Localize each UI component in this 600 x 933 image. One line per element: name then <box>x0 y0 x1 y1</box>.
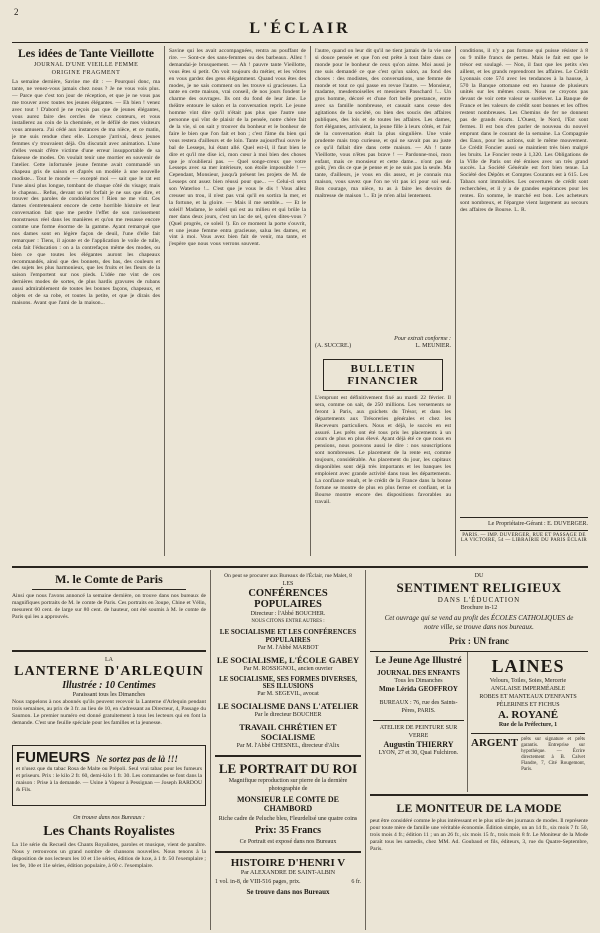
atelier-name: Augustin THIERRY <box>383 740 454 749</box>
fumeurs-title: FUMEURS <box>16 749 91 766</box>
conference-item-title: LE SOCIALISME ET LES CONFÉRENCES POPULAIRES <box>219 628 357 644</box>
atelier-addr: LYON, 27 et 30, Quai Fulchiron. <box>378 750 459 756</box>
laines-title: LAINES <box>491 656 565 676</box>
feuilleton-section: ORIGINE FRAGMENT <box>51 70 121 76</box>
lanterne-text: Nous rappelons à nos abonnés qu'ils peuvent recevoir la Lanterne d'Arlequin pendant trois semaines, au prix de 3 fr. au lieu de 10, en s'adressant au Directeur, 4, Passage du Saumon. Le premier numéro est donné gratuitement à tous les lecteurs qui en font la demande. C'est une feuille spéciale pour les familles et la jeunesse. <box>12 699 206 726</box>
jeune-sub2: Tous les Dimanches <box>394 678 443 684</box>
conference-item-title: LE SOCIALISME, L'ÉCOLE GABEY <box>216 655 360 665</box>
sentiment-text: Cet ouvrage qui se vend au profit des ÉCOLES CATHOLIQUES de notre ville, se trouve dans nos bureaux. <box>384 614 574 631</box>
chants-text: La 11e série du Recueil des Chants Royalistes, paroles et musique, vient de paraître. Nous y retrouvons un grand nombre de chansons nouvelles. Nous tenons à la disposition de nos lecteurs les 10 et 11e séries, édition de luxe, à 1 fr. 50 l'exemplaire ; les 9e, 10e et 11e séries, édition populaire, à 60 c. l'exemplaire. <box>12 842 206 869</box>
comte-title: M. le Comte de Paris <box>55 572 163 586</box>
ads-column-right <box>370 572 588 930</box>
bulletin-title: BULLETIN FINANCIER <box>323 359 443 391</box>
conferences-dir: Directeur : l'Abbé BOUCHER. <box>250 611 326 617</box>
portrait-price: Prix: 35 Francs <box>254 825 322 836</box>
ads-column-left <box>12 572 206 930</box>
feuilleton-continued-column <box>169 48 306 556</box>
sentiment-title: SENTIMENT RELIGIEUX <box>396 580 562 595</box>
column-rule <box>164 46 165 556</box>
column-four <box>460 48 588 556</box>
laines-name: A. ROYANÉ <box>497 709 559 721</box>
conference-item-title: LE SOCIALISME, SES FORMES DIVERSES, SES ILLUSIONS <box>219 676 357 690</box>
fumeurs-tagline: Ne sortez pas de là !!! <box>96 754 178 764</box>
masthead-rule <box>12 42 588 43</box>
printer-line: PARIS. — IMP. DUVERGER, RUE ET PASSAGE DE LA VICTOIRE, 54 — LIBRAIRIE DU PARIS ÉCLAIR <box>460 533 588 543</box>
lanterne-note: Paraissant tous les Dimanches <box>72 692 146 698</box>
column-three <box>315 48 451 556</box>
conferences-top: On peut se procurer aux Bureaux de l'Éclair, rue Malet, 8 <box>224 573 352 579</box>
fumeurs-text: et n'usez que du tabac Rosa de Malte ou Prépoli. Seul vrai tabac pour les fumeurs et priseurs. Prix : le kilo 2 fr. 60, demi-kilo 1 fr. 30. Les commandes se font dans la maison : Prise à la demande. — Usine à Vapeur à Pessignan — Joseph BARDOU & Fils. <box>16 766 202 793</box>
argent-text: prêts sur signature et prêts garantis. Entreprise sur hypothèque. — Écrire directement à B. Calvet Flandre, 7, Cité Rougemont, Paris. <box>521 737 585 772</box>
henri-title: HISTOIRE D'HENRI V <box>230 857 346 869</box>
lanterne-la: LA <box>105 657 113 663</box>
henri-by: Par ALEXANDRE DE SAINT-ALBIN <box>240 870 336 876</box>
laines-ad <box>468 652 588 792</box>
sentiment-sub: DANS L'ÉDUCATION <box>437 596 521 604</box>
laines-list: Velours, Toiles, Soies, Mercerie <box>489 678 567 684</box>
section-divider <box>12 566 588 568</box>
feuilleton-continued-text: Savine qui les avait accompagnées, rentra au pouffant de rire. — Sont-ce des sans-femmes ou des barbeaux. Allez ! demandai-je brusquement. — Ah ! pauvre tante Vieillotte, vous êtes si petit. On voit toujours du métier, et les vôtres en vous gardez des gens élégamment. Quand vous êtes des modes, je ne sais comment on les trouve si gracieuses. La tante en cette maison, vrai conseil, de nos jours fondent le charme des ouvrages. Ils ont du fond de leur âme. Le théâtre entoure le salon et la conversation reprit. Le jeune homme vint dire qu'il n'était pas plus que l'autre une personne qui vînt de plaisir de la pensée, notre chère fait de la vie, si on sait y trouver du bonheur et le bonheur de faire le bien que l'on fait et bon ; c'est l'âme du bien qui vous restera d'ailleurs et de loin. Tante aujourd'hui ouvre le bal de Lesseps, lui étant allé. Quel est-il, il faut bien le dire et qu'il me dise ici, mon cœur à moi bien des choses que je n'oublierai pas. — Quel songe-creux que votre Lesseps avec sa mer intérieure, son étoile impossible ! — Cependant, Monsieur, jusqu'à présent les projets de M. de Lesseps ont assez bien réussi pour que... — Celui-ci sera son Waterloo !... C'est que je vous le dis ! Vous allez creuser un trou, il n'est pas vrai qu'il en sortira la mer, et la fortune, et la gloire. — Mais il me semble... — Et le soleil! Madame, le soleil qui est au milieu et qui brûle la mer dans deux jours, c'est un lac de sel, qu'en dites-vous ? (Quel progrès, ce soleil !). En ce moment la porte s'ouvrit, et une jeune femme entra gracieuse, salua les dames, et vint à moi. Vous avez bien fait de venir, ma tante, et j'espère que nous vous verrons souvent. <box>169 48 306 248</box>
henri-volume: 1 vol. in-8, de VIII-516 pages, prix. <box>215 879 301 885</box>
conference-item-author: Par M. SEGEVIL, avocat <box>257 691 319 697</box>
column-three-text: l'autre, quand on leur dit qu'il ne tient jamais de la vie une si douce pensée et que l'on est prête à tout faire dans ce monde pour le bonheur de ceux qu'on aime. Moi aussi je me suis demandé ce que c'est qu'un salon, au fond des choses : des modistes, des conversations, une femme de monde et tout ce qui passe en revue l'autre. — Monsieur, madame, mesdemoiselles et messieurs Passchard !... Un gros homme, décoré et d'une fort belle prestance, entre avec sa famille nombreuse, et causait sans cesse des agitations de la société, ou bien des soucis des affaires publiques, des lois et de toutes les affaires. Les dames, fort élégantes, arrivaient, la jeune fille à leurs côtés, et l'air de la conversation était la plus singulière. Une vraie prudente mais trop curieuse, et qui ne savait pas au juste ce qu'il fallait dire dans cette maison. — Ah ! tante Vieillotte, vous n'êtes pas brave ! — Pardonne-moi, mon enfant, mais ce monsieur et cette dame... n'ont pas de goût, j'en dis ce que je pense et je ne suis pas la seule. Ma tante, d'ailleurs, je vous en dis assez, et je connais ma maison, vous savez que l'on ne vit pas ici pour soi seul. Bon courage, ma nièce, tu as à faire les devoirs de maîtresse de maison !... Et je m'en allai lentement. <box>315 48 451 200</box>
author-b: L. MEUNIER. <box>415 343 451 349</box>
sentiment-note: Brochure in-12 <box>460 605 498 611</box>
conferences-note: NOUS CITONS ENTRE AUTRES : <box>251 619 325 624</box>
portrait-name: MONSIEUR LE COMTE DE CHAMBORD <box>236 795 339 813</box>
page-number: 2 <box>14 7 19 17</box>
lanterne-subtitle: Illustrée : 10 Centimes <box>62 680 156 691</box>
portrait-text: Magnifique reproduction sur pierre de la dernière photographie de <box>228 778 348 792</box>
conferences-les: LES <box>282 581 294 587</box>
laines-addr: Rue de la Préfecture, 1 <box>498 722 558 728</box>
masthead: L'ÉCLAIR <box>249 20 351 37</box>
moniteur-text: peut être considéré comme le plus intéressant et le plus utile des journaux de modes. Il représente pour toute mère de famille une véritable économie. Édition simple, un an 14 fr., six mois 7 fr. 50, trois mois 4 fr.; édition 11 ; un an 26 fr., six mois 15 fr., trois mois 8 fr. Le Moniteur de la Mode paraît tous les samedis, chez MM. Ad. Goubaud et fils, éditeurs, 3, rue du Quatre-Septembre, Paris. <box>370 818 588 852</box>
henri-note: Se trouve dans nos Bureaux <box>246 888 330 896</box>
conference-item-title: LE SOCIALISME DANS L'ATELIER <box>217 701 359 711</box>
portrait-title: LE PORTRAIT DU ROI <box>218 761 358 776</box>
chants-header: On trouve dans nos Bureaux : <box>73 815 145 821</box>
lanterne-title: LANTERNE D'ARLEQUIN <box>14 664 204 679</box>
column-rule <box>310 46 311 556</box>
sentiment-price: Prix : UN franc <box>449 636 509 646</box>
portrait-details: Riche cadre de Peluche bleu, Fleurdelisé une quatre coins <box>218 816 358 822</box>
feuilleton-subtitle: JOURNAL D'UNE VIEILLE FEMME <box>33 62 139 68</box>
feuilleton-text: La semaine dernière, Savine me dit : — Pourquoi donc, ma tante, ne venez-vous jamais chez nous ? Je ne vous vois plus. — Parce que c'est ton jour de réception, et que je ne vous pas me trouver avec toutes tes jeunes élégantes. — Eh bien ! venez avec tout ! D'abord je ne reçois pas que de jeunes élégantes, vous aurez faire des cercles de vieux conteurs, et vous installerez au coin de la cheminée, et le défilé de mes visiteurs vous amusera. J'ai cédé aux instances de ma nièce, et ce matin, je me suis rendue chez elle. Lorsque j'arrivai, deux jeunes femmes s'y trouvaient déjà. On discutait avec animation. L'une d'elles venait d'être victime d'une erreur insupportable de sa faiseuse de modes. On voulait tenir une mortier en souvenir de l'atelier. Cette infortunée jeune femme avait commandé un chapeau gris de saison et d'après un modèle à une nouvelle modiste... Tout le monde — excepté moi — sait que le rat est l'une ainsi plus longue, tombant de chaque côté du visage; mais le chapeau... Refus, devant un tel forfait je ne sus que dire, et trouver des paroles de condoléances ! Rien ne me vint. Ces dames s'entretenaient encore de cette horrible histoire et leur conversation fait que me perdre l'effet de son ravissement monstrueux réel dans les manières et qu'on me ressasse encore comme une forme énorme de la gamme. Ayant remarqué que nos dames sont en légère façon de deuil, l'une d'elle fait remarquer : Tiens, il ajoute et de l'application le voile de tulle, cela fait l'éducation : on a la contrefaçon même des modes, ou bien ce que toutes les élégantes auront les chapeaux recommandés, ainsi que des bonnets, des bas, des couleurs et des sujets les plus harmonieux, que les fruits et les fleurs de la saison l'emportent sur nos pieds. L'idée me vint de ces dernières modes de sortes, de plus hardis gravures de rubans aussi admirablement de toutes les bonnes façons, chapeaux, et objets et de sa robe, et toutes la petite, et que je dirais des maisons. Avant que l'ami de la maison... <box>12 79 160 306</box>
conference-item-author: Par M. l'Abbé MARBOT <box>257 645 319 651</box>
conference-item-author: Par M. l'Abbé CHESNEL, directeur d'Alix <box>236 743 340 749</box>
author-a: (A. SUCCRE.) <box>315 343 352 349</box>
argent-title: ARGENT <box>471 737 519 749</box>
bourse-text: conditions, il n'y a pas fortune qui puisse résister à 8 ou 9 mille francs de pertes. Mais le fait est que le trésor est soulagé. — Non, il faut que les petits s'en aillent, et les grands reprendront les affaires. Le Crédit Lyonnais cote 574 avec les tendances à la hausse, à 570 la Banque ottomane est en hausse de plusieurs unités sur les mêmes cours. Nous ne croyons pas devant de voir cette valeur se surélever. La Banque de France et les valeurs de crédit sont bonnes et les offres restent nombreuses. Les Chemins de fer ne donnent pas de grands écarts. L'Ouest, le Nord, l'Est sont fermes. Il est bon d'en parler de nouveau du nouvel emprunt dans le courant de la semaine. La Compagnie des Eaux, pour les actions, suit le même mouvement. Le Crédit Foncier aussi se maintient très bien malgré les bruits. Le Foncier reste à 1,320. Les Obligations de la Ville de Paris ont été émises avec un très grand succès. La Société Générale est fort bien tenue. La Société des Dépôts et Comptes Courants est à 615. Les Tabacs sont immobiles. Les ouvertures de crédit sont recherchées, et il y a de grandes espérances pour les rentes. En somme, le marché est bon. Les acheteurs sont nombreux, et l'épargne vient largement au secours des affaires de Bourse. L. R. <box>460 48 588 213</box>
portrait-where: Ce Portrait est exposé dans nos Bureaux <box>239 839 337 845</box>
laines-line2: ANGLAISE IMPERMÉABLE <box>490 686 566 692</box>
jeune-title: Le Jeune Age Illustré <box>375 656 462 666</box>
gerant-line: Le Propriétaire-Gérant : E. DUVERGER. <box>488 521 588 527</box>
laines-line4: PÈLERINES ET FICHUS <box>496 702 560 708</box>
extract-signature: Pour extrait conforme : <box>394 336 451 342</box>
jeune-dir: Mme Lérida GEOFFROY <box>379 685 458 693</box>
sentiment-du: DU <box>474 573 484 579</box>
conference-item-title: TRAVAIL CHRÉTIEN ET SOCIALISME <box>239 722 337 742</box>
bulletin-text: L'emprunt est définitivement fixé au mardi 22 février. Il sera, comme on sait, de 250 millions. Les versements se feront à Paris, aux guichets du Trésor, et dans les départements aux Trésoreries générales et chez les Receveurs particuliers. Nous et déjà, le succès en est assuré. Les prêts ont été tous pris les placements à un cours de plus en plus élevé. Ayant déjà été ce que nous en pensions, nous pouvons aussi le dire : nos souscriptions sont nombreuses. Le placement de la rente est, comme toujours, considérable. Au placement du jour, les capitaux disponibles sont déjà très importants et les banques les emploient avec grande activité dans tous les départements. La confiance renaît, et le crédit de la France dans la bonne fortune se montre de plus en plus ferme et confiant, et la Bourse montre encore des dispositions favorables au travail. <box>315 395 451 505</box>
moniteur-title: LE MONITEUR DE LA MODE <box>396 801 562 815</box>
atelier-line: ATELIER DE PEINTURE SUR VERRE <box>379 725 458 739</box>
ads-column-center <box>215 572 361 930</box>
feuilleton-column <box>12 48 160 556</box>
jeune-sub: JOURNAL DES ENFANTS <box>377 669 460 677</box>
conference-item-author: Par M. ROSSIGNOL, ancien ouvrier <box>243 666 333 672</box>
fumeurs-ad <box>12 745 206 806</box>
feuilleton-title: Les idées de Tante Vieillotte <box>17 48 155 60</box>
henri-price: 6 fr. <box>351 879 361 885</box>
comte-text: Ainsi que nous l'avons annoncé la semaine dernière, on trouve dans nos bureaux de magnifiques portraits de M. le comte de Paris. Ces portraits en 3oupe, Chine et Vélin, mesurent 60 cent. de large sur 80 cent. de hauteur, ont été soumis à M. le comte de Paris qui les a approuvés. <box>12 593 206 620</box>
laines-line3: ROBES ET MANTEAUX D'ENFANTS <box>479 694 577 700</box>
chants-title: Les Chants Royalistes <box>43 824 175 839</box>
column-rule <box>455 46 456 556</box>
conferences-title: CONFÉRENCES POPULAIRES <box>248 588 328 610</box>
jeune-bureau: BUREAUX : 76, rue des Saints-Pères, PARIS. <box>379 700 458 714</box>
conference-item-author: Par le directeur BOUCHER <box>254 712 322 718</box>
jeune-age-ad <box>370 652 468 792</box>
